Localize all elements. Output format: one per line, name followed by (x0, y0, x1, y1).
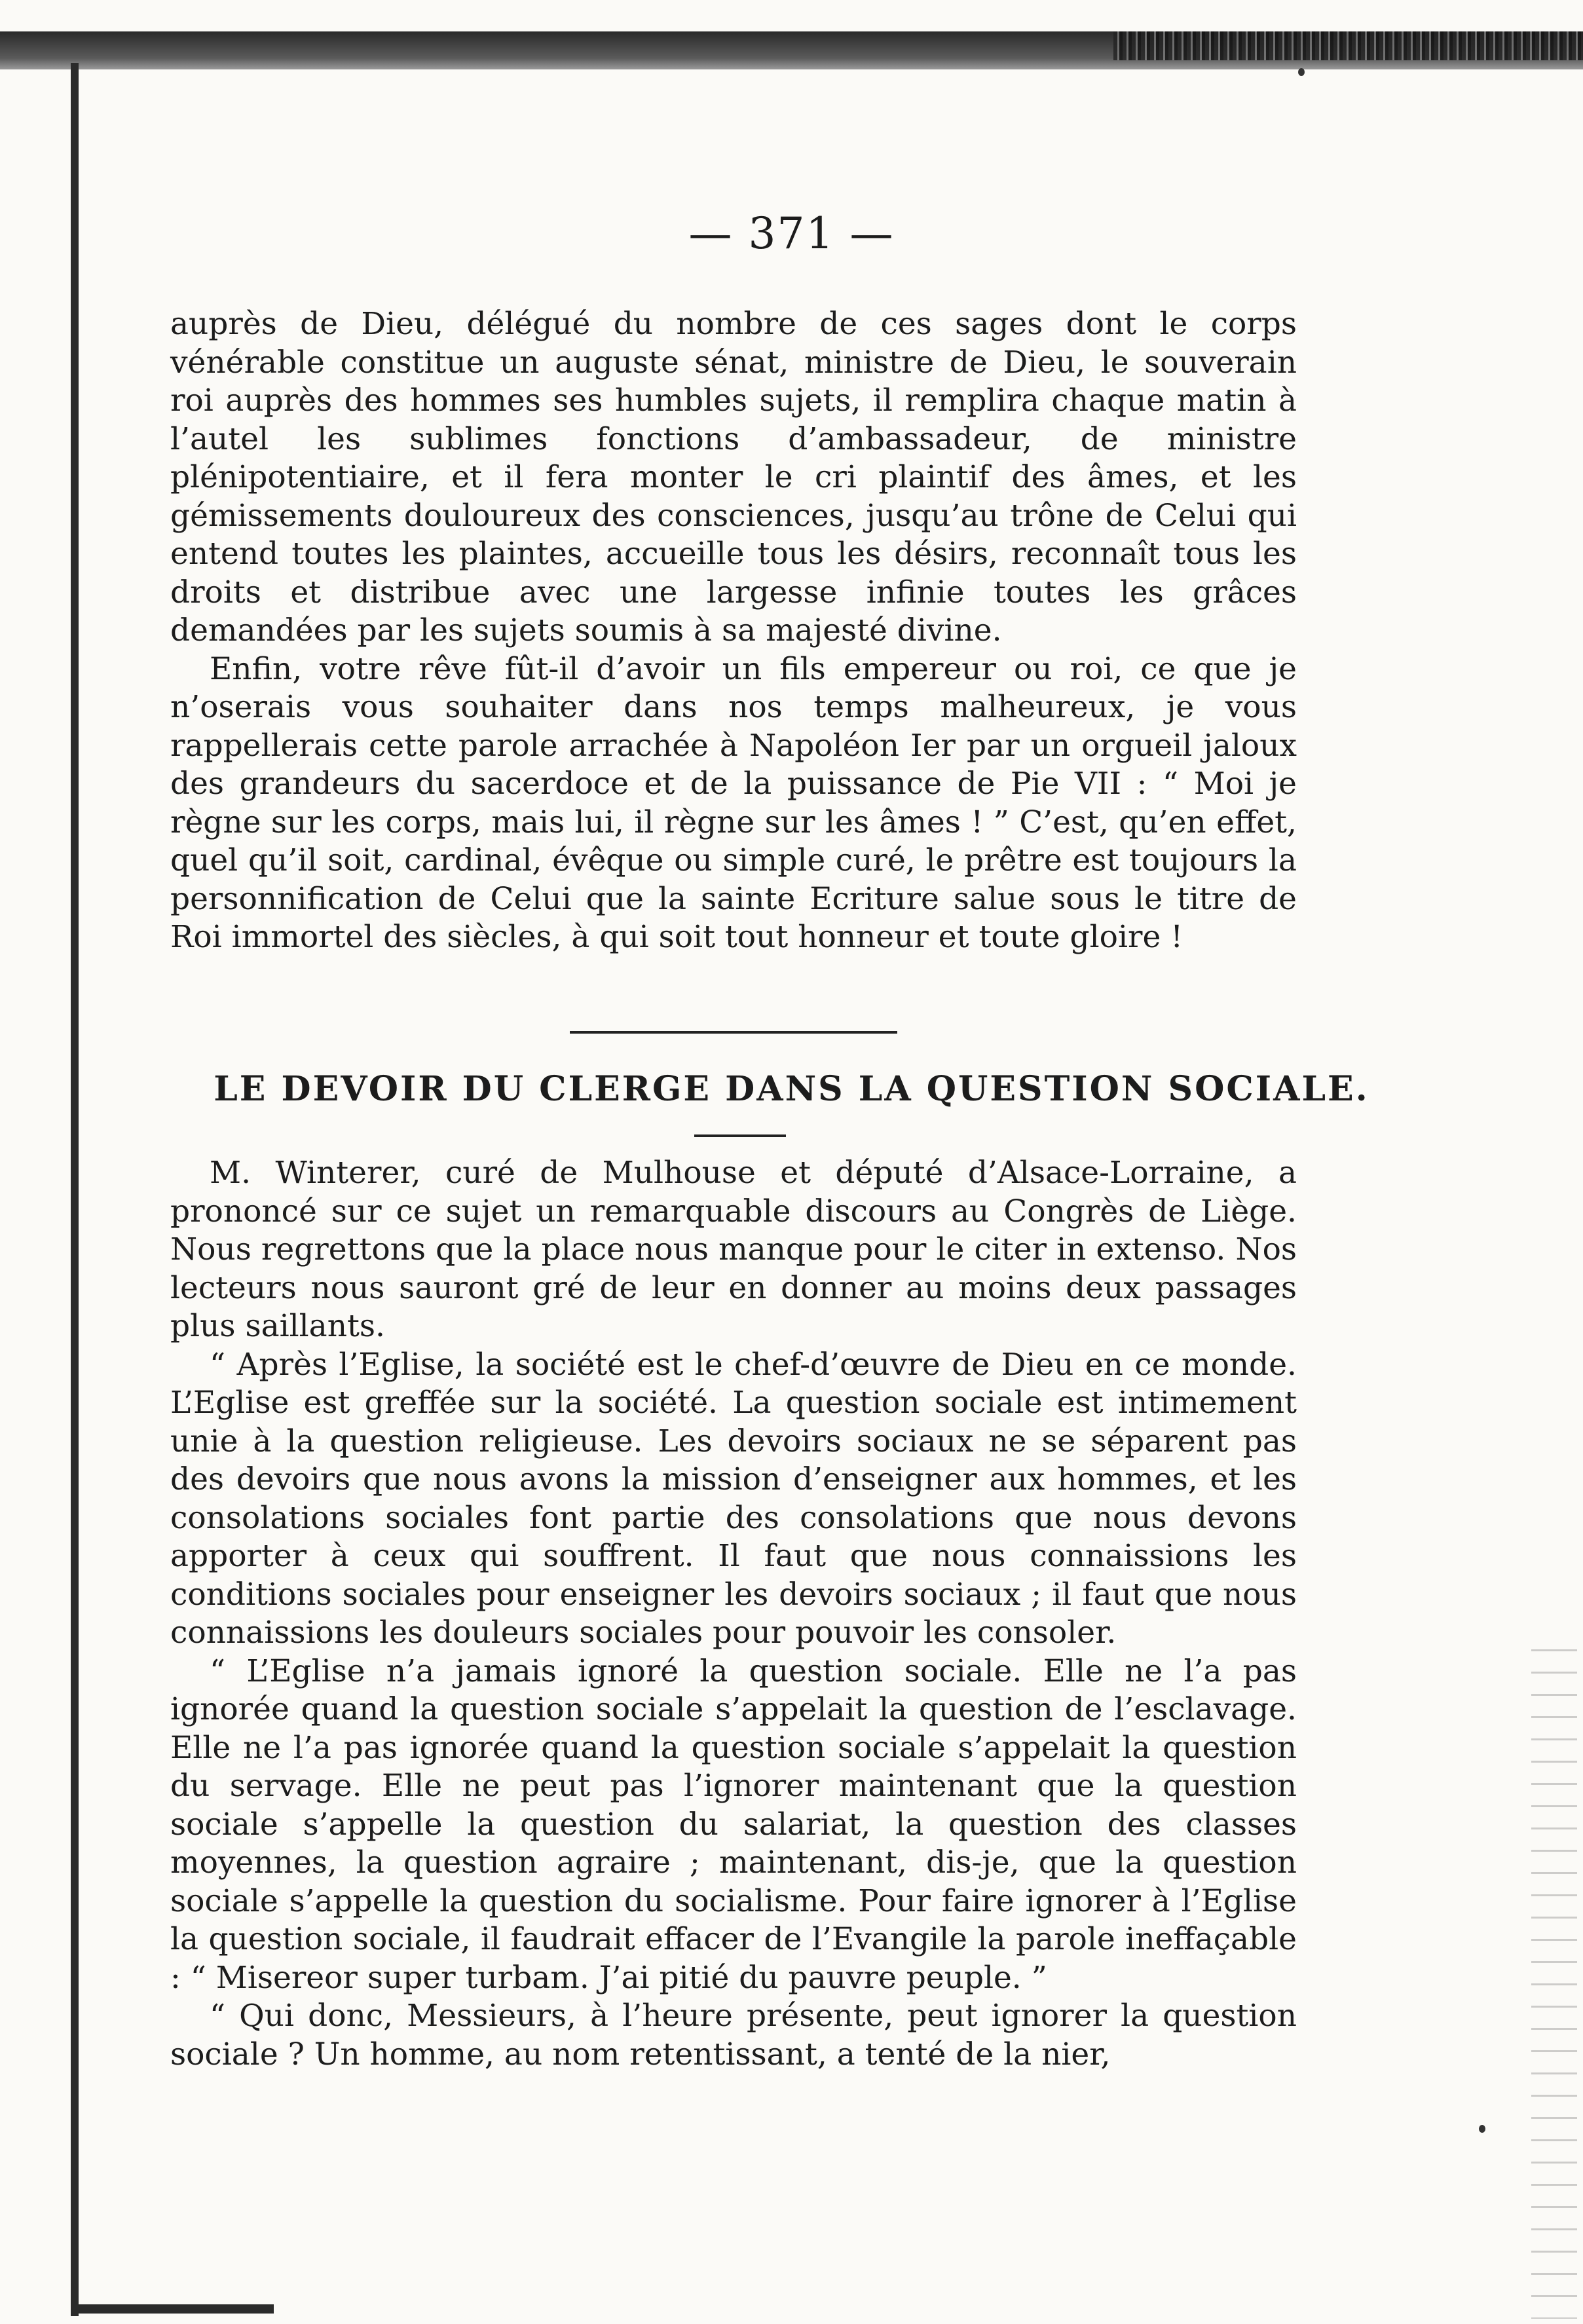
paragraph: M. Winterer, curé de Mulhouse et député d’Alsace-Lorraine, a prononcé sur ce sujet un remarquable discours au Congrès de Liège. Nous regrettons que la place nous manque pour le citer in extenso. Nos lecteurs nous sauront gré de leur en donner au moins deux passages plus saillants. (170, 1155, 1297, 1344)
body-text-bottom (170, 1154, 1297, 2074)
scan-edge-noise (1531, 1638, 1577, 2319)
paragraph: “ L’Eglise n’a jamais ignoré la question sociale. Elle ne l’a pas ignorée quand la question sociale s’appelait la question de l’esclavage. Elle ne l’a pas ignorée quand la question sociale s’appelait la question du servage. Elle ne peut pas l’ignorer maintenant que la question sociale s’appelle la question du salariat, la question des classes moyennes, la question agraire ; maintenant, dis-je, que la question sociale s’appelle la question du socialisme. Pour faire ignorer à l’Eglise la question sociale, il faudrait effacer de l’Evangile la parole ineffaçable : “ Misereor super turbam. J’ai pitié du pauvre peuple. ” (170, 1653, 1297, 1996)
paragraph: Enfin, votre rêve fût-il d’avoir un fils empereur ou roi, ce que je n’oserais vous souhaiter dans nos temps malheureux, je vous rappellerais cette parole arrachée à Napoléon Ier par un orgueil jaloux des grandeurs du sacerdoce et de la puissance de Pie VII : “ Moi je règne sur les corps, mais lui, il règne sur les âmes ! ” C’est, qu’en effet, quel qu’il soit, cardinal, évêque ou simple curé, le prêtre est toujours la personnification de Celui que la sainte Ecriture salue sous le titre de Roi immortel des siècles, à qui soit tout honneur et toute gloire ! (170, 650, 1297, 955)
section-separator (570, 1031, 897, 1034)
paragraph: auprès de Dieu, délégué du nombre de ces sages dont le corps vénérable constitue un auguste sénat, ministre de Dieu, le souverain roi auprès des hommes ses humbles sujets, il remplira chaque matin à l’autel les sublimes fonctions d’ambassadeur, de ministre plénipotentiaire, et il fera monter le cri plaintif des âmes, et les gémissements douloureux des consciences, jusqu’au trône de Celui qui entend toutes les plaintes, accueille tous les désirs, reconnaît tous les droits et distribue avec une largesse infinie toutes les grâces demandées par les sujets soumis à sa majesté divine. (170, 306, 1297, 648)
paragraph: “ Après l’Eglise, la société est le chef-d’œuvre de Dieu en ce monde. L’Eglise est greffée sur la société. La question sociale est intimement unie à la question religieuse. Les devoirs sociaux ne se séparent pas des devoirs que nous avons la mission d’enseigner aux hommes, et les consolations sociales font partie des consolations que nous devons apporter à ceux qui souffrent. Il faut que nous connaissions les conditions sociales pour enseigner les devoirs sociaux ; il faut que nous connaissions les douleurs sociales pour pouvoir les consoler. (170, 1346, 1297, 1651)
section-title: LE DEVOIR DU CLERGE DANS LA QUESTION SOCIALE. (214, 1069, 1369, 1109)
paragraph: “ Qui donc, Messieurs, à l’heure présente, peut ignorer la question sociale ? Un homme, au nom retentissant, a tenté de la nier, (170, 1998, 1297, 2072)
page-number: — 371 — (688, 208, 895, 259)
title-underline (694, 1134, 786, 1137)
scan-speck (1479, 2125, 1485, 2133)
body-text-top (170, 305, 1297, 957)
scan-bottom-border (71, 2304, 274, 2314)
scan-speck (1298, 68, 1305, 76)
scan-left-border (71, 63, 79, 2316)
scan-top-border (0, 31, 1583, 69)
